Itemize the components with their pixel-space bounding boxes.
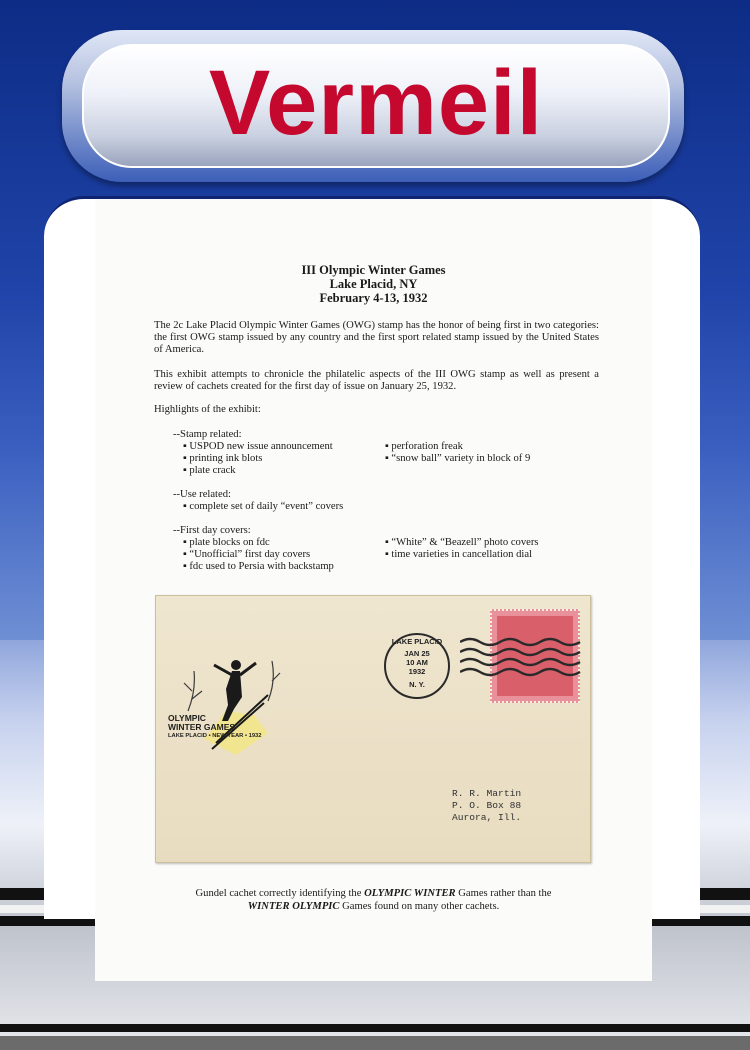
cachet-line: LAKE PLACID • NEW YEAR • 1932 bbox=[168, 733, 262, 739]
highlight-item: ▪ USPOD new issue announcement bbox=[183, 441, 333, 452]
cover-caption bbox=[135, 887, 612, 913]
cachet-line: OLYMPIC bbox=[168, 713, 206, 723]
purpose-paragraph: This exhibit attempts to chronicle the philatelic aspects of the III OWG stamp as well as present a review of cachets created for the first day of issue on January 25, 1932. bbox=[154, 369, 599, 392]
heading-line: III Olympic Winter Games bbox=[301, 263, 446, 277]
postmark-year: 1932 bbox=[408, 667, 426, 676]
postmark-time: 10 AM bbox=[406, 658, 428, 667]
first-day-cover bbox=[155, 595, 591, 863]
heading-line: Lake Placid, NY bbox=[329, 277, 418, 291]
award-title: Vermeil bbox=[208, 52, 544, 154]
highlight-item: ▪ plate crack bbox=[183, 465, 236, 476]
highlight-item: ▪ “Unofficial” first day covers bbox=[183, 549, 311, 560]
postmark-city: LAKE PLACID bbox=[391, 637, 443, 646]
address-line: Aurora, Ill. bbox=[452, 812, 522, 823]
cachet-line: WINTER GAMES bbox=[168, 722, 236, 732]
caption-text: Games rather than the bbox=[455, 888, 552, 899]
page-heading bbox=[95, 263, 652, 305]
divider-stripe bbox=[0, 1036, 750, 1050]
cancellation-bars bbox=[460, 634, 590, 684]
group-label: --Stamp related: bbox=[173, 429, 242, 440]
postmark-date: JAN 25 bbox=[404, 649, 430, 658]
address-line: P. O. Box 88 bbox=[452, 800, 522, 811]
group-label: --First day covers: bbox=[173, 525, 251, 536]
highlight-item: ▪ time varieties in cancellation dial bbox=[385, 549, 533, 560]
highlight-item: ▪ fdc used to Persia with backstamp bbox=[183, 561, 334, 572]
address-line: R. R. Martin bbox=[452, 788, 522, 799]
highlight-item: ▪ printing ink blots bbox=[183, 453, 263, 464]
caption-emphasis: OLYMPIC WINTER bbox=[364, 888, 456, 899]
divider-stripe bbox=[0, 1024, 750, 1032]
intro-paragraph: The 2c Lake Placid Olympic Winter Games (OWG) stamp has the honor of being first in two categories: the first OWG stamp issued by any country and the first sport related stamp issued by the United States of America. bbox=[154, 320, 599, 355]
postmark-state: N. Y. bbox=[409, 680, 425, 689]
highlights-label: Highlights of the exhibit: bbox=[154, 404, 261, 415]
ski-jumper-cachet-art bbox=[176, 651, 286, 761]
caption-text: Gundel cachet correctly identifying the bbox=[195, 888, 365, 899]
highlight-item: ▪ “White” & “Beazell” photo covers bbox=[385, 537, 539, 548]
heading-line: February 4-13, 1932 bbox=[319, 291, 428, 305]
highlight-item: ▪ perforation freak bbox=[385, 441, 463, 452]
group-label: --Use related: bbox=[173, 489, 231, 500]
highlight-item: ▪ complete set of daily “event” covers bbox=[183, 501, 344, 512]
highlight-item: ▪ plate blocks on fdc bbox=[183, 537, 270, 548]
highlight-item: ▪ “snow ball” variety in block of 9 bbox=[385, 453, 531, 464]
exhibit-page bbox=[95, 199, 652, 981]
caption-emphasis: WINTER OLYMPIC bbox=[247, 901, 340, 912]
caption-text: Games found on many other cachets. bbox=[339, 901, 500, 912]
